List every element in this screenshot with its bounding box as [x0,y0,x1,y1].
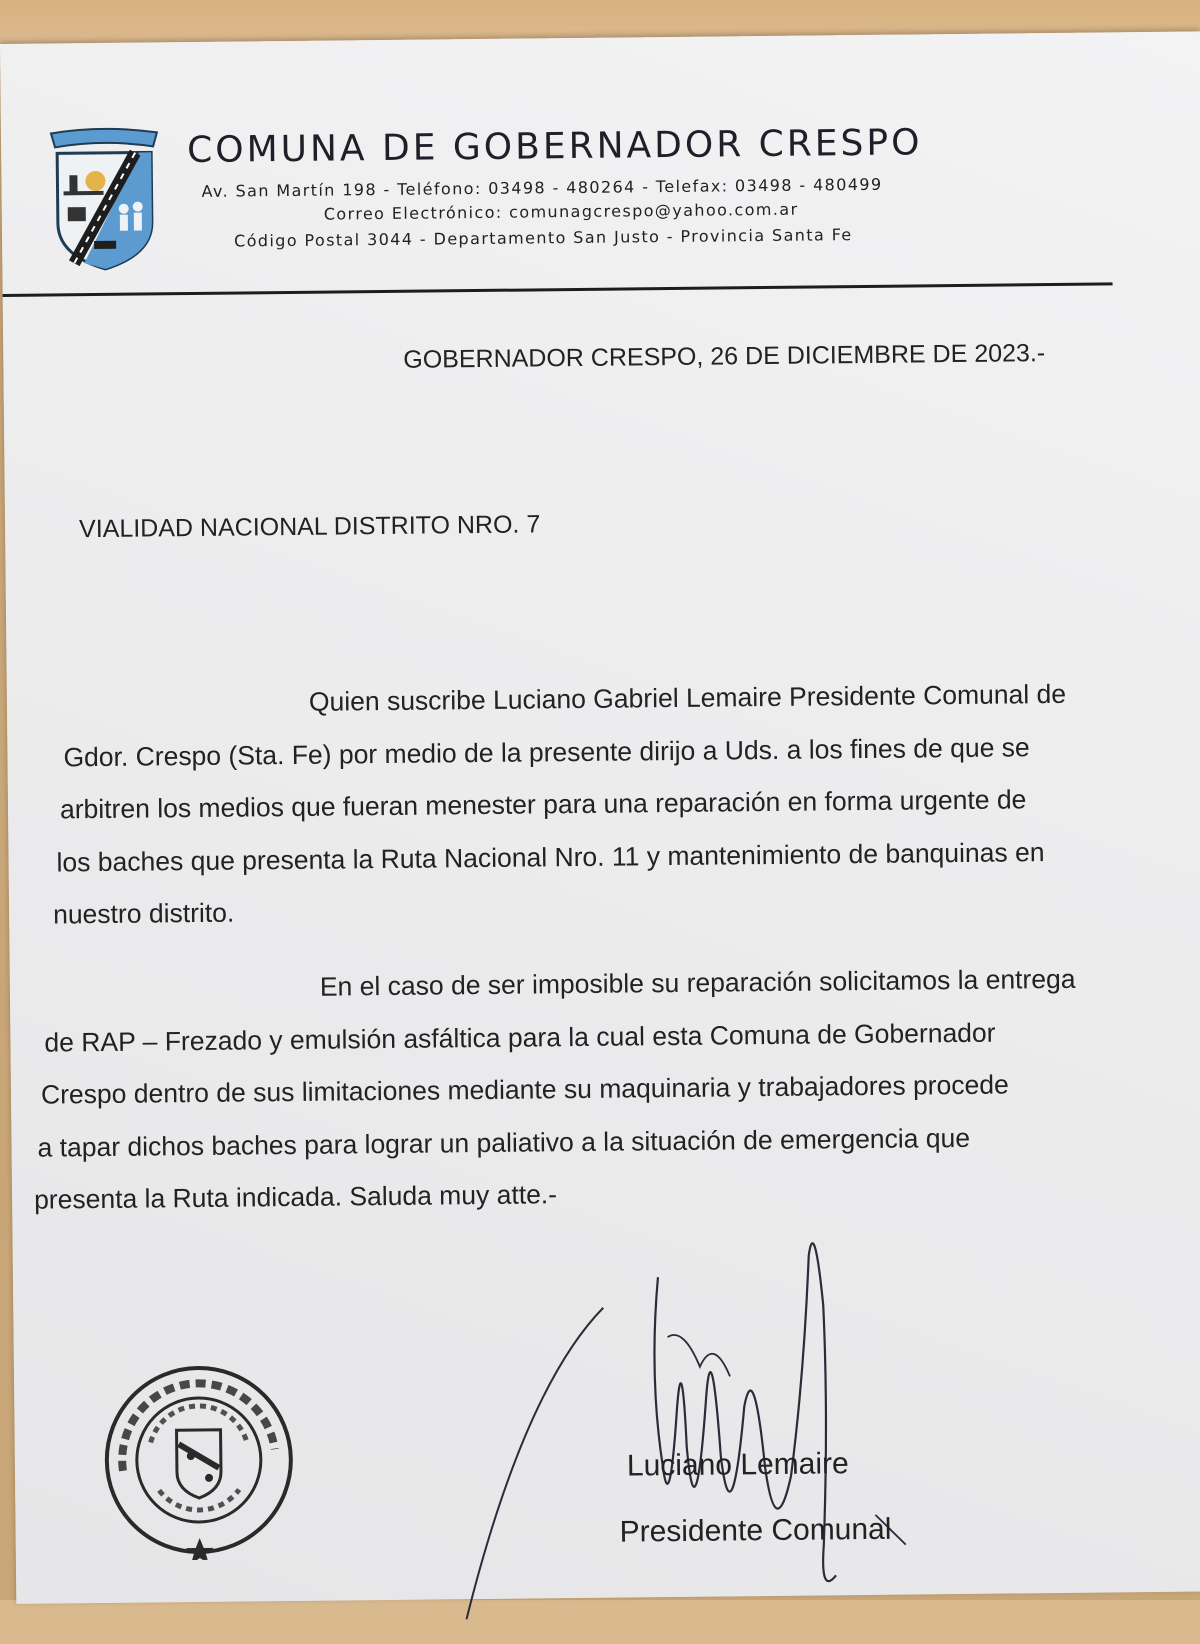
official-stamp-icon [98,1359,300,1561]
letterhead-postal: Código Postal 3044 - Departamento San Justo - Provincia Santa Fe [233,225,853,251]
date-line: GOBERNADOR CRESPO, 26 DE DICIEMBRE DE 2023.- [403,339,1046,374]
paragraph-line: En el caso de ser imposible su reparación solicitamos la entrega [319,963,1076,1002]
paragraph-line: arbitren los medios que fueran menester para una reparación en forma urgente de [59,784,1027,825]
letterhead-address: Av. San Martín 198 - Teléfono: 03498 - 480264 - Telefax: 03498 - 480499 [201,174,883,201]
paragraph-line: Quien suscribe Luciano Gabriel Lemaire Presidente Comunal de [308,678,1067,717]
paragraph-line: los baches que presenta la Ruta Nacional Nro. 11 y mantenimiento de banquinas en [56,836,1045,877]
recipient: VIALIDAD NACIONAL DISTRITO NRO. 7 [78,510,541,544]
paragraph-alternative [32,953,1078,1226]
municipal-crest-icon [43,122,167,273]
paragraph-request [51,668,1069,941]
letterhead-title: COMUNA DE GOBERNADOR CRESPO [186,122,923,172]
paragraph-line: presenta la Ruta indicada. Saluda muy atte.- [33,1179,558,1215]
paragraph-line: Gdor. Crespo (Sta. Fe) por medio de la presente dirijo a Uds. a los fines de que se [63,731,1030,772]
signer-role: Presidente Comunal [619,1512,892,1549]
paragraph-line: de RAP – Frezado y emulsión asfáltica para la cual esta Comuna de Gobernador [44,1017,996,1058]
paragraph-line: nuestro distrito. [52,897,235,930]
paragraph-line: a tapar dichos baches para lograr un paliativo a la situación de emergencia que [37,1122,971,1163]
signer-name: Luciano Lemaire [626,1447,849,1483]
paragraph-line: Crespo dentro de sus limitaciones mediante su maquinaria y trabajadores procede [40,1069,1009,1110]
letterhead-email: Correo Electrónico: comunagcrespo@yahoo.com.ar [323,199,799,224]
handwritten-signature-icon [452,1214,936,1639]
letter-page [0,31,1200,1603]
letterhead-divider [3,282,1113,297]
